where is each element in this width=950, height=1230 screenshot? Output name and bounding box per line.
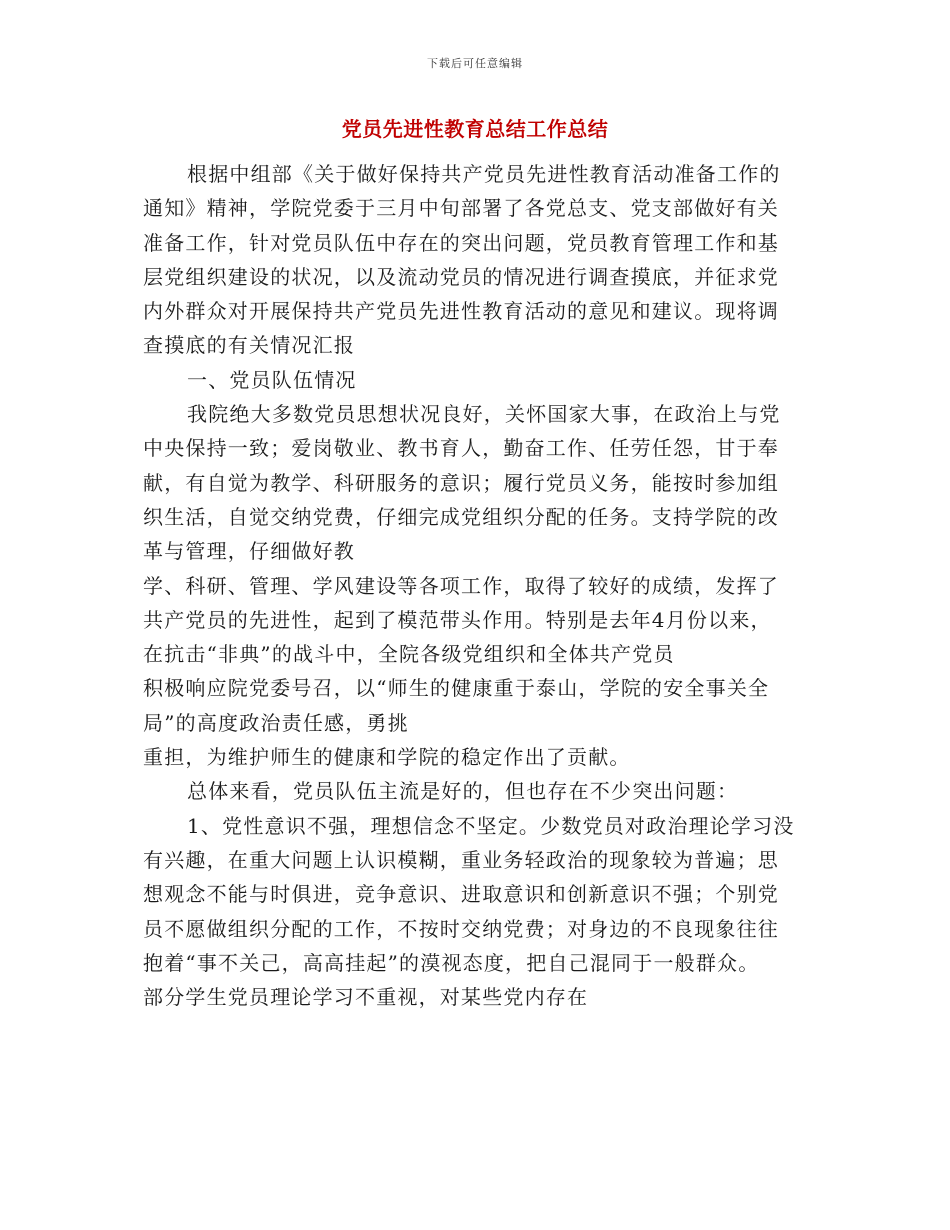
- text-line: 我院绝大多数党员思想状况良好，关怀国家大事，在政治上与党: [187, 402, 781, 427]
- text-line: 抱着“事不关己，高高挂起”的漠视态度，把自己混同于一般群众。: [143, 950, 760, 975]
- header-note: 下载后可任意编辑: [427, 57, 523, 70]
- text-line: 一、党员队伍情况: [187, 367, 357, 392]
- text-line: 想观念不能与时俱进，竞争意识、进取意识和创新意识不强；个别党: [143, 882, 779, 907]
- text-line: 总体来看，党员队伍主流是好的，但也存在不少突出问题：: [187, 779, 739, 804]
- text-line: 重担，为维护师生的健康和学院的稳定作出了贡献。: [143, 745, 631, 770]
- text-line: 根据中组部《关于做好保持共产党员先进性教育活动准备工作的: [187, 162, 781, 186]
- text-line: 积极响应院党委号召，以“师生的健康重于泰山，学院的安全事关全: [143, 676, 770, 701]
- text-line: 共产党员的先进性，起到了模范带头作用。特别是去年4月份以来，: [143, 607, 772, 632]
- text-line: 学、科研、管理、学风建设等各项工作，取得了较好的成绩，发挥了: [143, 573, 779, 598]
- text-line: 织生活，自觉交纳党费，仔细完成党组织分配的任务。支持学院的改: [143, 504, 779, 529]
- text-line: 准备工作，针对党员队伍中存在的突出问题，党员教育管理工作和基: [143, 230, 779, 255]
- text-line: 中央保持一致；爱岗敬业、教书育人，勤奋工作、任劳任怨，甘于奉: [143, 436, 779, 461]
- document-body: [143, 157, 813, 1014]
- text-line: 局”的高度政治责任感，勇挑: [143, 710, 409, 735]
- text-line: 通知》精神，学院党委于三月中旬部署了各党总支、党支部做好有关: [143, 196, 779, 221]
- text-line: 有兴趣，在重大问题上认识模糊，重业务轻政治的现象较为普遍；思: [143, 847, 779, 872]
- text-line: 查摸底的有关情况汇报: [143, 333, 355, 358]
- text-line: 献，有自觉为教学、科研服务的意识；履行党员义务，能按时参加组: [143, 470, 779, 495]
- text-line: 在抗击“非典”的战斗中，全院各级党组织和全体共产党员: [143, 642, 675, 667]
- text-line: 1、党性意识不强，理想信念不坚定。少数党员对政治理论学习没: [187, 813, 795, 838]
- text-line: 员不愿做组织分配的工作，不按时交纳党费；对身边的不良现象往往: [143, 916, 779, 941]
- text-line: 层党组织建设的状况，以及流动党员的情况进行调查摸底，并征求党: [143, 264, 779, 289]
- document-title: 党员先进性教育总结工作总结: [341, 117, 609, 141]
- text-line: 内外群众对开展保持共产党员先进性教育活动的意见和建议。现将调: [143, 299, 779, 324]
- text-line: 革与管理，仔细做好教: [143, 539, 355, 564]
- text-line: 部分学生党员理论学习不重视，对某些党内存在: [143, 985, 589, 1010]
